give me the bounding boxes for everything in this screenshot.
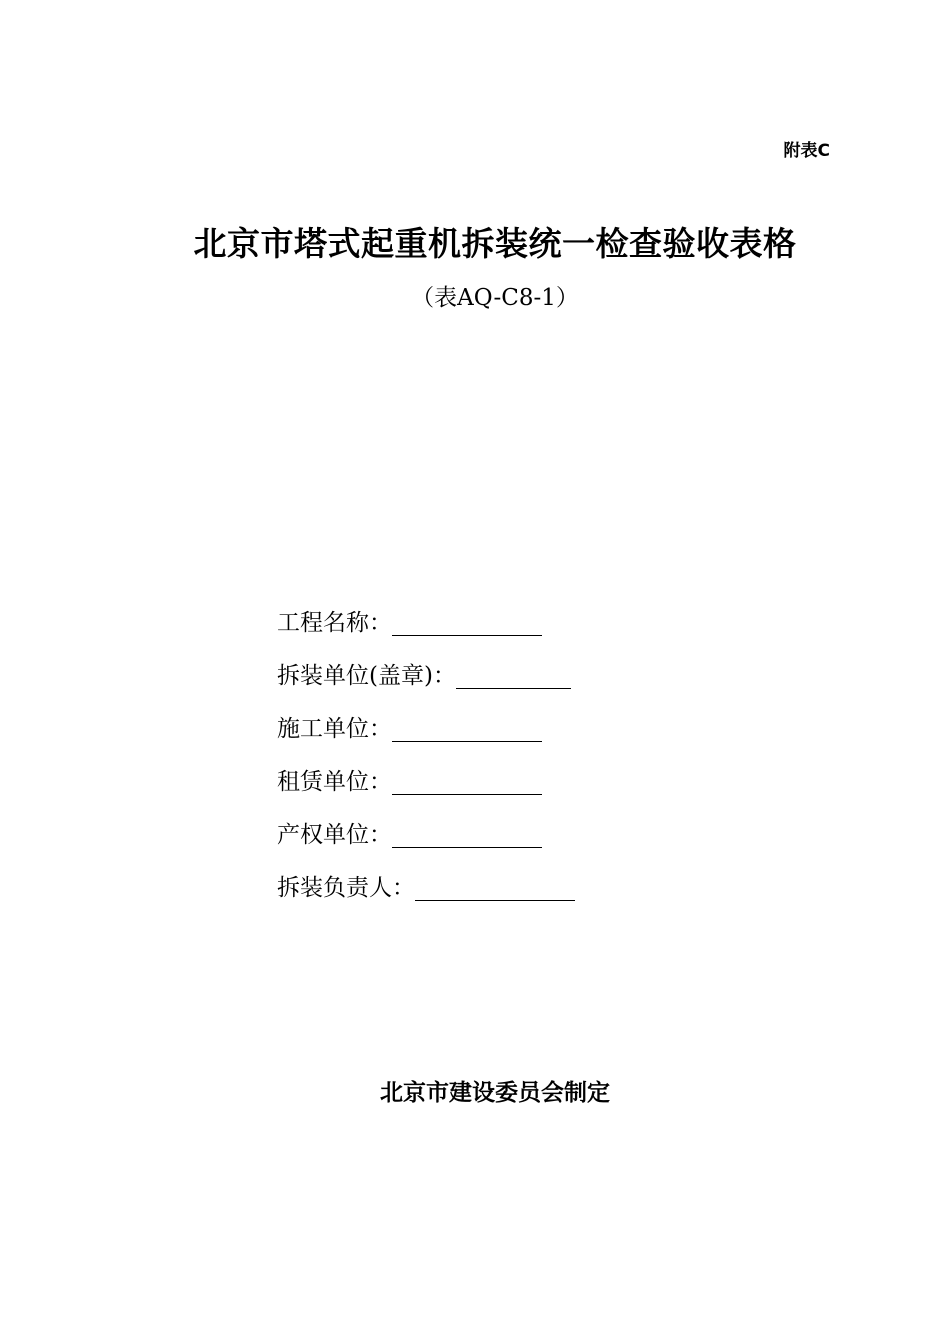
field-label: 拆装单位(盖章)： — [277, 662, 456, 689]
field-construction-unit — [277, 702, 575, 755]
appendix-label: 附表C — [783, 141, 830, 161]
form-fields — [277, 596, 575, 914]
field-installer-unit — [277, 649, 575, 702]
leasing-unit-blank[interactable] — [392, 768, 542, 795]
field-property-unit — [277, 808, 575, 861]
installer-unit-blank[interactable] — [456, 662, 571, 689]
form-number: （表AQ-C8-1） — [411, 285, 579, 311]
field-label: 施工单位： — [277, 715, 392, 742]
field-project-name — [277, 596, 575, 649]
installation-lead-blank[interactable] — [415, 874, 575, 901]
field-label: 租赁单位： — [277, 768, 392, 795]
property-unit-blank[interactable] — [392, 821, 542, 848]
field-leasing-unit — [277, 755, 575, 808]
field-label: 拆装负责人： — [277, 874, 415, 901]
issuer-footer: 北京市建设委员会制定 — [380, 1080, 610, 1106]
field-label: 产权单位： — [277, 821, 392, 848]
construction-unit-blank[interactable] — [392, 715, 542, 742]
document-title: 北京市塔式起重机拆装统一检查验收表格 — [193, 224, 797, 263]
field-label: 工程名称： — [277, 609, 392, 636]
field-installation-lead — [277, 861, 575, 914]
project-name-blank[interactable] — [392, 609, 542, 636]
